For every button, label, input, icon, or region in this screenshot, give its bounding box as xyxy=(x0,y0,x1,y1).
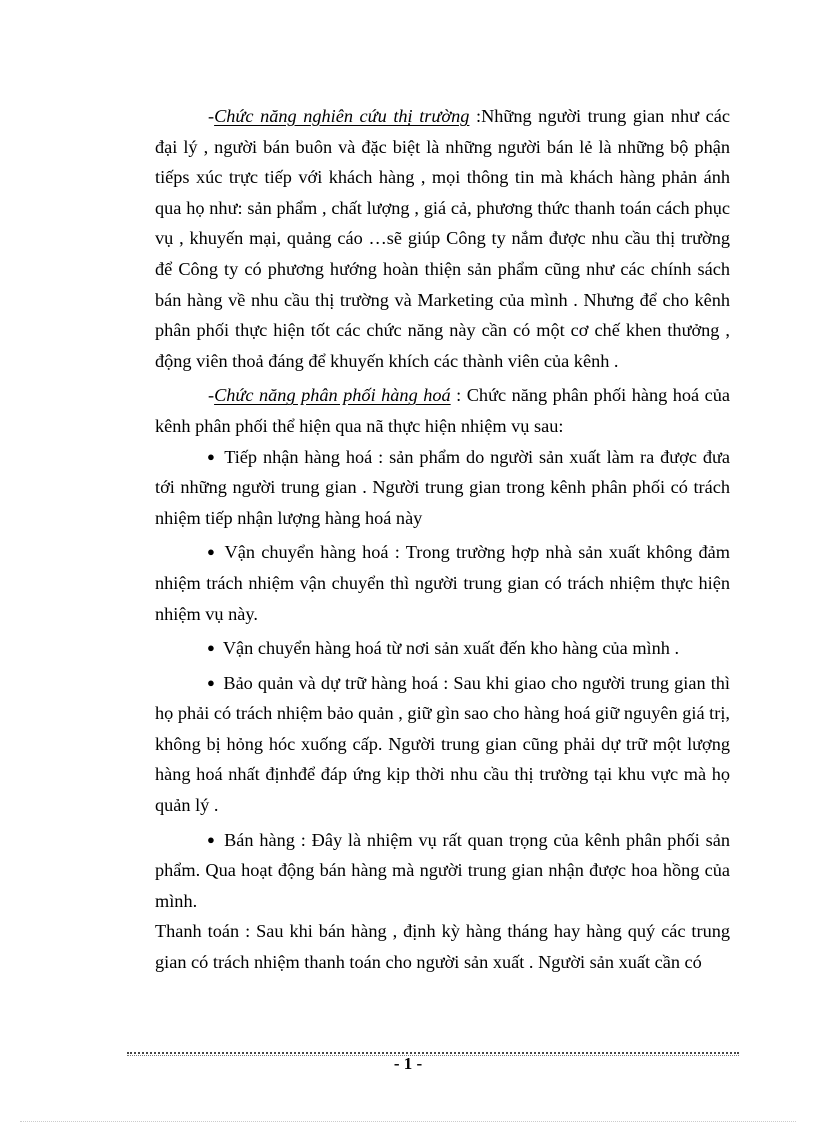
paragraph-distribution xyxy=(155,380,730,441)
paragraph-payment: Thanh toán : Sau khi bán hàng , định kỳ hàng tháng hay hàng quý các trung gian có trách nhiệm thanh toán cho người sản xuất . Người sản xuất cần có xyxy=(155,921,730,973)
bullet-item xyxy=(155,442,730,534)
bullet-text: Vận chuyển hàng hoá từ nơi sản xuất đến kho hàng của mình . xyxy=(222,638,680,659)
paragraph-text: :Những người trung gian như các đại lý , người bán buôn và đặc biệt là những người bán lẻ là những bộ phận tiếps xúc trực tiếp với khách hàng , mọi thông tin mà khách hàng phản ánh qua họ như: sản phẩm , chất lượng , giá cả, phương thức thanh toán cách phục vụ , khuyến mại, quảng cáo …sẽ giúp Công ty nắm được nhu cầu thị trường để Công ty có phương hướng hoàn thiện sản phẩm cũng như các chính sách bán hàng về nhu cầu thị trường và Marketing của mình . Nhưng để cho kênh phân phối thực hiện tốt các chức năng này cần có một cơ chế khen thưởng , động viên thoả đáng để khuyến khích các thành viên của kênh . xyxy=(155,106,730,371)
document-body xyxy=(155,101,730,978)
bullet-icon: ● xyxy=(207,448,217,464)
page-bottom-border xyxy=(20,1121,796,1122)
bullet-text: Tiếp nhận hàng hoá : sản phẩm do người sản xuất làm ra được đưa tới những người trung gian . Người trung gian trong kênh phân phối có trách nhiệm tiếp nhận lượng hàng hoá này xyxy=(155,446,730,528)
bullet-icon: ● xyxy=(207,640,215,656)
bullet-text: Bán hàng : Đây là nhiệm vụ rất quan trọng của kênh phân phối sản phẩm. Qua hoạt động bán hàng mà người trung gian nhận được hoa hồng của mình. xyxy=(155,829,730,911)
paragraph-text: : Chức năng phân phối hàng hoá của kênh phân phối thể hiện qua nã thực hiện nhiệm vụ sau: xyxy=(155,385,730,436)
bullet-icon: ● xyxy=(207,831,217,847)
bullet-item xyxy=(155,825,730,917)
section-heading-distribution: Chức năng phân phối hàng hoá xyxy=(214,385,451,406)
bullet-text: Vận chuyển hàng hoá : Trong trường hợp nhà sản xuất không đảm nhiệm trách nhiệm vận chuyển thì người trung gian có trách nhiệm thực hiện nhiệm vụ này. xyxy=(155,542,730,624)
bullet-item xyxy=(155,537,730,629)
bullet-text: Bảo quản và dự trữ hàng hoá : Sau khi giao cho người trung gian thì họ phải có trách nhiệm bảo quản , giữ gìn sao cho hàng hoá giữ nguyên giá trị, không bị hỏng hóc xuống cấp. Người trung gian cũng phải dự trữ một lượng hàng hoá nhất địnhđể đáp ứng kịp thời nhu cầu thị trường tại khu vực mà họ quản lý . xyxy=(155,672,730,816)
dash: - xyxy=(208,106,215,126)
page-number: - 1 - xyxy=(393,1054,423,1073)
bullet-item xyxy=(155,668,730,821)
paragraph-market-research xyxy=(155,101,730,376)
bullet-item xyxy=(155,633,730,664)
bullet-icon: ● xyxy=(207,544,217,560)
dash: - xyxy=(208,385,215,406)
bullet-icon: ● xyxy=(207,674,216,690)
section-heading-market-research: Chức năng nghiên cứu thị trường xyxy=(214,106,470,126)
